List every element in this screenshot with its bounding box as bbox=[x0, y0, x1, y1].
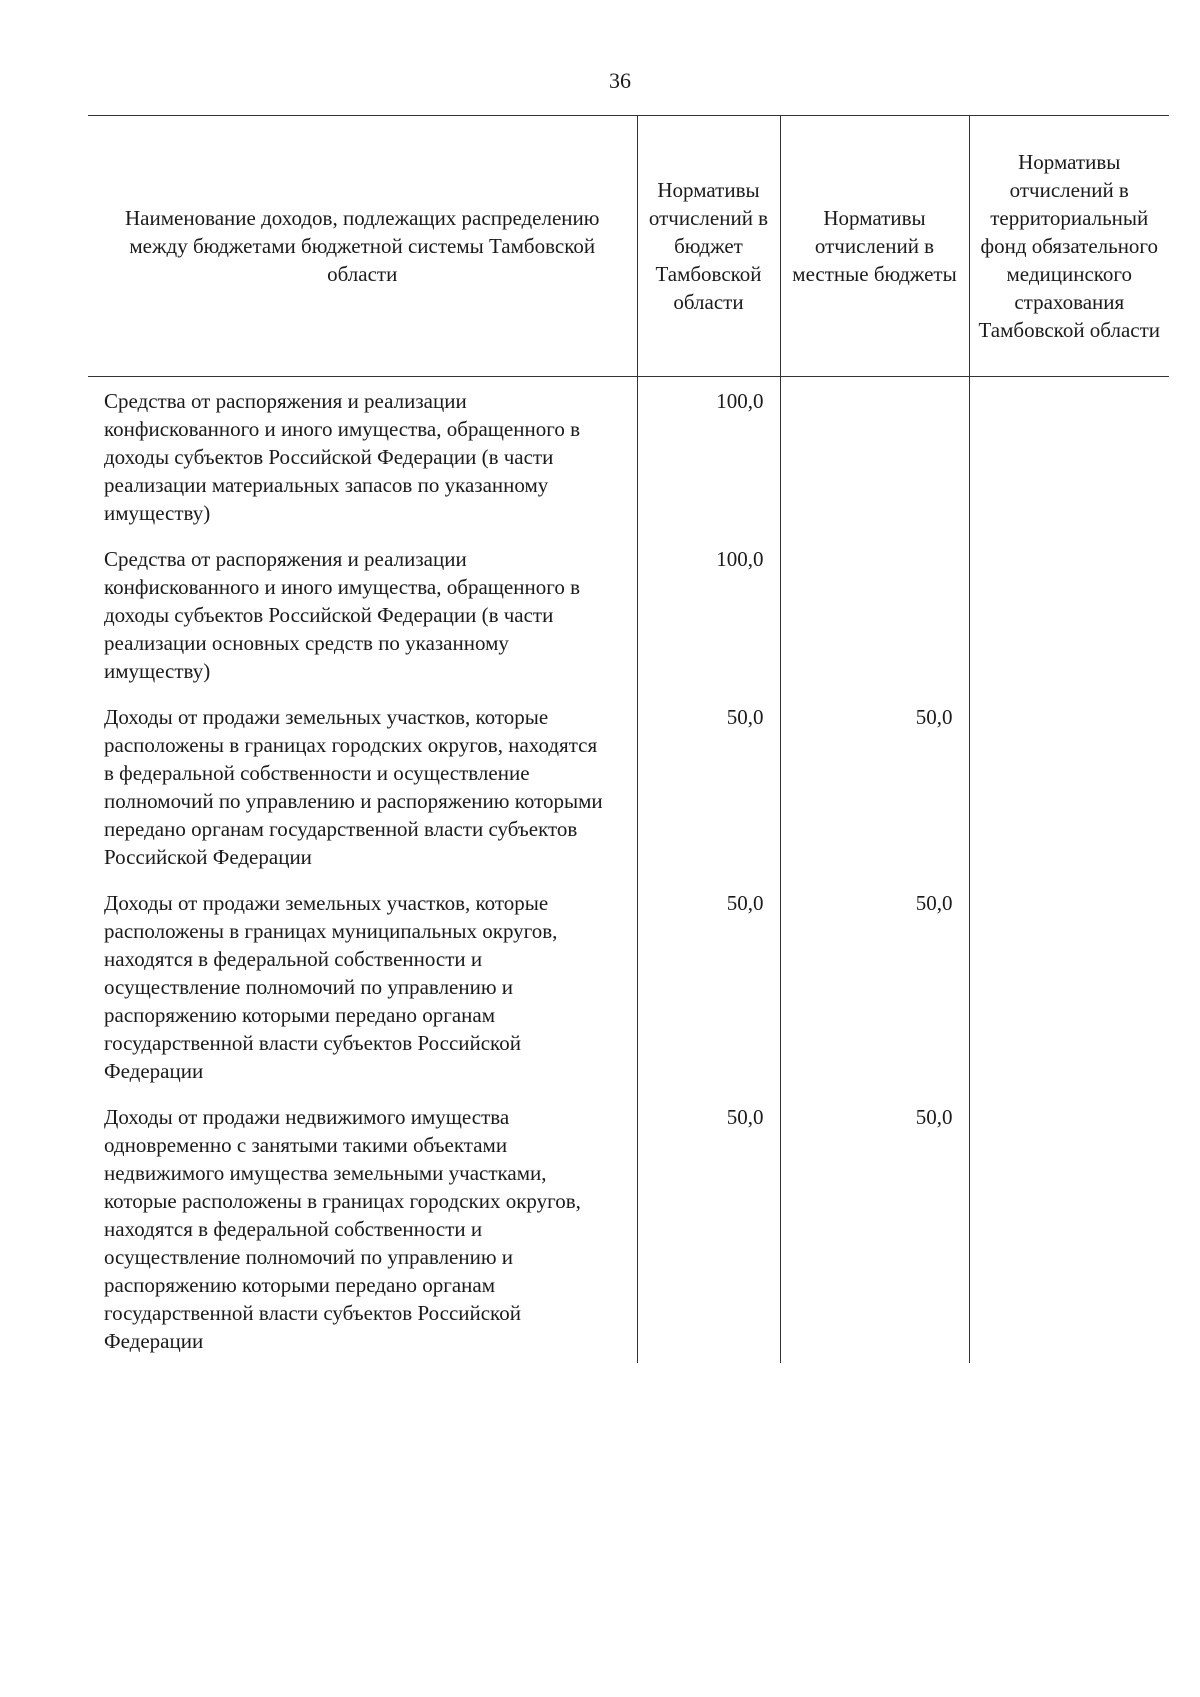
local-norm-cell bbox=[780, 377, 969, 536]
fund-norm-cell bbox=[969, 693, 1169, 879]
table-row bbox=[88, 535, 1169, 693]
revenue-norms-table bbox=[88, 115, 1169, 1363]
fund-norm-cell bbox=[969, 377, 1169, 536]
regional-norm-cell: 100,0 bbox=[637, 377, 780, 536]
fund-norm-cell bbox=[969, 1093, 1169, 1363]
header-local-budgets: Нормативы отчислений в местные бюджеты bbox=[780, 116, 969, 377]
table-header-row bbox=[88, 116, 1169, 377]
regional-norm-cell: 50,0 bbox=[637, 693, 780, 879]
header-income-name: Наименование доходов, подлежащих распределению между бюджетами бюджетной системы Тамбовской области bbox=[88, 116, 637, 377]
table-row bbox=[88, 377, 1169, 536]
income-name-cell: Доходы от продажи недвижимого имущества одновременно с занятыми такими объектами недвижимого имущества земельными участками, которые расположены в границах городских округов, находятся в федеральной собственности и осуществление полномочий по управлению и распоряжению которыми передано органам государственной власти субъектов Российской Федерации bbox=[104, 1105, 581, 1353]
local-norm-cell: 50,0 bbox=[780, 1093, 969, 1363]
income-name-cell: Доходы от продажи земельных участков, которые расположены в границах муниципальных округов, находятся в федеральной собственности и осуществление полномочий по управлению и распоряжению которыми передано органам государственной власти субъектов Российской Федерации bbox=[104, 891, 558, 1083]
local-norm-cell: 50,0 bbox=[780, 693, 969, 879]
income-name-cell: Средства от распоряжения и реализации конфискованного и иного имущества, обращенного в доходы субъектов Российской Федерации (в части реализации материальных запасов по указанному имуществу) bbox=[104, 389, 580, 525]
fund-norm-cell bbox=[969, 879, 1169, 1093]
page-number: 36 bbox=[609, 68, 631, 93]
regional-norm-cell: 50,0 bbox=[637, 879, 780, 1093]
fund-norm-cell bbox=[969, 535, 1169, 693]
income-name-cell: Средства от распоряжения и реализации конфискованного и иного имущества, обращенного в доходы субъектов Российской Федерации (в части реализации основных средств по указанному имуществу) bbox=[104, 547, 580, 683]
local-norm-cell: 50,0 bbox=[780, 879, 969, 1093]
regional-norm-cell: 100,0 bbox=[637, 535, 780, 693]
table-row bbox=[88, 693, 1169, 879]
regional-norm-cell: 50,0 bbox=[637, 1093, 780, 1363]
header-regional-budget: Нормативы отчислений в бюджет Тамбовской области bbox=[637, 116, 780, 377]
income-name-cell: Доходы от продажи земельных участков, которые расположены в границах городских округов, находятся в федеральной собственности и осуществление полномочий по управлению и распоряжению которыми передано органам государственной власти субъектов Российской Федерации bbox=[104, 705, 603, 869]
header-medical-insurance-fund: Нормативы отчислений в территориальный фонд обязательного медицинского страхования Тамбовской области bbox=[969, 116, 1169, 377]
table-row bbox=[88, 879, 1169, 1093]
table-row bbox=[88, 1093, 1169, 1363]
local-norm-cell bbox=[780, 535, 969, 693]
